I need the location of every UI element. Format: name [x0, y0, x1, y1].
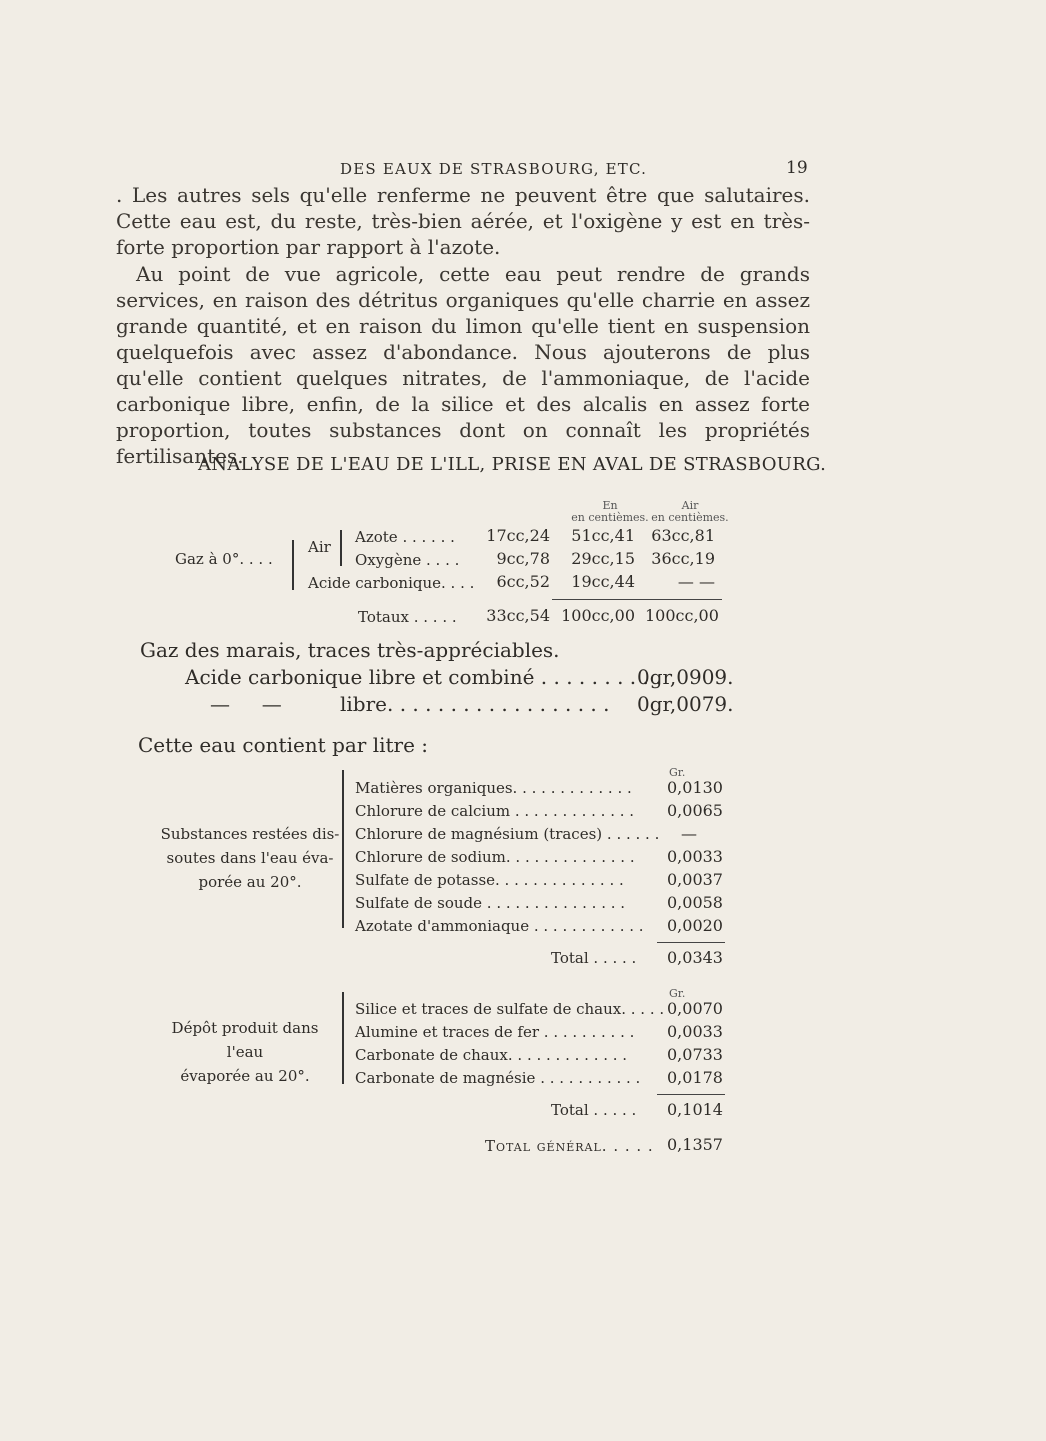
- dissolved-total-label: Total . . . . .: [551, 949, 637, 967]
- dissolved-row-value: 0,0065: [667, 801, 723, 820]
- dissolved-row-label: Matières organiques. . . . . . . . . . . . .: [355, 779, 632, 797]
- gas-row-v2: 19cc,44: [571, 572, 635, 591]
- dissolved-total-value: 0,0343: [667, 948, 723, 967]
- dissolved-row-label: Chlorure de sodium. . . . . . . . . . . . . .: [355, 848, 635, 866]
- dissolved-brace: [342, 770, 344, 928]
- dissolved-row-value: 0,0130: [667, 778, 723, 797]
- dissolved-row-value: 0,0058: [667, 893, 723, 912]
- gas-note-libre-value: 0gr,0079.: [637, 692, 734, 716]
- air-brace: [340, 530, 342, 566]
- gas-note-marais: Gaz des marais, traces très-appréciables.: [140, 638, 560, 662]
- gas-row-v3: — —: [677, 572, 715, 591]
- gas-total-v3: 100cc,00: [645, 606, 719, 625]
- deposit-brace: [342, 992, 344, 1084]
- gas-note-libre-label: libre. . . . . . . . . . . . . . . . . .: [340, 692, 610, 716]
- gas-note-carbonique-value: 0gr,0909.: [637, 665, 734, 689]
- gas-row-v2: 29cc,15: [571, 549, 635, 568]
- gas-row-label: Azote . . . . . .: [355, 528, 455, 546]
- intro-litre: Cette eau contient par litre :: [138, 733, 429, 757]
- dissolved-row-value: 0,0033: [667, 847, 723, 866]
- dissolved-unit: Gr.: [669, 766, 686, 779]
- gas-total-v1: 33cc,54: [486, 606, 550, 625]
- deposit-total-value: 0,1014: [667, 1100, 723, 1119]
- dissolved-side-label: Substances restées dis- soutes dans l'eau éva- porée au 20°.: [160, 825, 340, 891]
- deposit-row-label: Carbonate de chaux. . . . . . . . . . . . .: [355, 1046, 628, 1064]
- deposit-row-value: 0,0033: [667, 1022, 723, 1041]
- dissolved-row-value: —: [681, 824, 697, 843]
- dissolved-row-label: Azotate d'ammoniaque . . . . . . . . . . . .: [355, 917, 644, 935]
- air-label: Air: [308, 538, 331, 556]
- dissolved-total-rule: [657, 942, 725, 943]
- gas-row-v1: 17cc,24: [486, 526, 550, 545]
- deposit-total-rule: [657, 1094, 725, 1095]
- grand-total-label: Total général. . . . .: [485, 1137, 654, 1155]
- col-head-air-centiemes: Air en centièmes.: [651, 499, 729, 524]
- gas-brace: [292, 540, 294, 590]
- gas-note-carbonique-label: Acide carbonique libre et combiné . . . . . . . . . .: [185, 665, 662, 689]
- col-head-en-centiemes: En en centièmes.: [571, 499, 649, 524]
- gas-total-v2: 100cc,00: [561, 606, 635, 625]
- deposit-row-label: Carbonate de magnésie . . . . . . . . . . .: [355, 1069, 641, 1087]
- dissolved-row-label: Sulfate de soude . . . . . . . . . . . . . . .: [355, 894, 626, 912]
- deposit-side-label: Dépôt produit dans l'eau évaporée au 20°.: [171, 1019, 319, 1085]
- dissolved-row-label: Chlorure de calcium . . . . . . . . . . . . .: [355, 802, 635, 820]
- gas-row-v3: 63cc,81: [651, 526, 715, 545]
- gas-total-rule: [552, 599, 722, 600]
- running-head: DES EAUX DE STRASBOURG, ETC.: [340, 160, 648, 178]
- page-number: 19: [786, 158, 808, 178]
- dissolved-row-label: Chlorure de magnésium (traces) . . . . . .: [355, 825, 660, 843]
- gas-note-dashes: — —: [210, 692, 282, 716]
- gas-row-v1: 6cc,52: [496, 572, 550, 591]
- dissolved-row-value: 0,0020: [667, 916, 723, 935]
- gas-row-label: Acide carbonique. . . .: [308, 574, 475, 592]
- paragraph-2: Au point de vue agricole, cette eau peut rendre de grands services, en raison des détritus organiques qu'elle charrie en assez grande quantité, et en raison du limon qu'elle tient en suspension quelquefois avec assez d'abondance. Nous ajouterons de plus qu'elle contient quelques nitrates, de l'ammoniaque, de l'acide carbonique libre, enfin, de la silice et des alcalis en assez forte proportion, toutes substances dont on connaît les propriétés fertilisantes.: [116, 262, 810, 468]
- analysis-title: ANALYSE DE L'EAU DE L'ILL, PRISE EN AVAL DE STRASBOURG.: [198, 454, 827, 475]
- gas-row-v3: 36cc,19: [651, 549, 715, 568]
- dissolved-row-value: 0,0037: [667, 870, 723, 889]
- deposit-row-label: Silice et traces de sulfate de chaux. . . . .: [355, 1000, 665, 1018]
- paragraph-1: . Les autres sels qu'elle renferme ne peuvent être que salutaires. Cette eau est, du reste, très-bien aérée, et l'oxigène y est en très-forte proportion par rapport à l'azote.: [116, 183, 810, 259]
- deposit-unit: Gr.: [669, 987, 686, 1000]
- deposit-row-value: 0,0733: [667, 1045, 723, 1064]
- deposit-total-label: Total . . . . .: [551, 1101, 637, 1119]
- gas-total-label: Totaux . . . . .: [358, 608, 457, 626]
- deposit-row-value: 0,0178: [667, 1068, 723, 1087]
- gas-row-v2: 51cc,41: [571, 526, 635, 545]
- gas-row-label: Oxygène . . . .: [355, 551, 460, 569]
- gas-row-v1: 9cc,78: [496, 549, 550, 568]
- deposit-row-label: Alumine et traces de fer . . . . . . . . . .: [355, 1023, 635, 1041]
- grand-total-value: 0,1357: [667, 1135, 723, 1154]
- dissolved-row-label: Sulfate de potasse. . . . . . . . . . . . . .: [355, 871, 624, 889]
- deposit-row-value: 0,0070: [667, 999, 723, 1018]
- gas-group-label: Gaz à 0°. . . .: [175, 550, 273, 568]
